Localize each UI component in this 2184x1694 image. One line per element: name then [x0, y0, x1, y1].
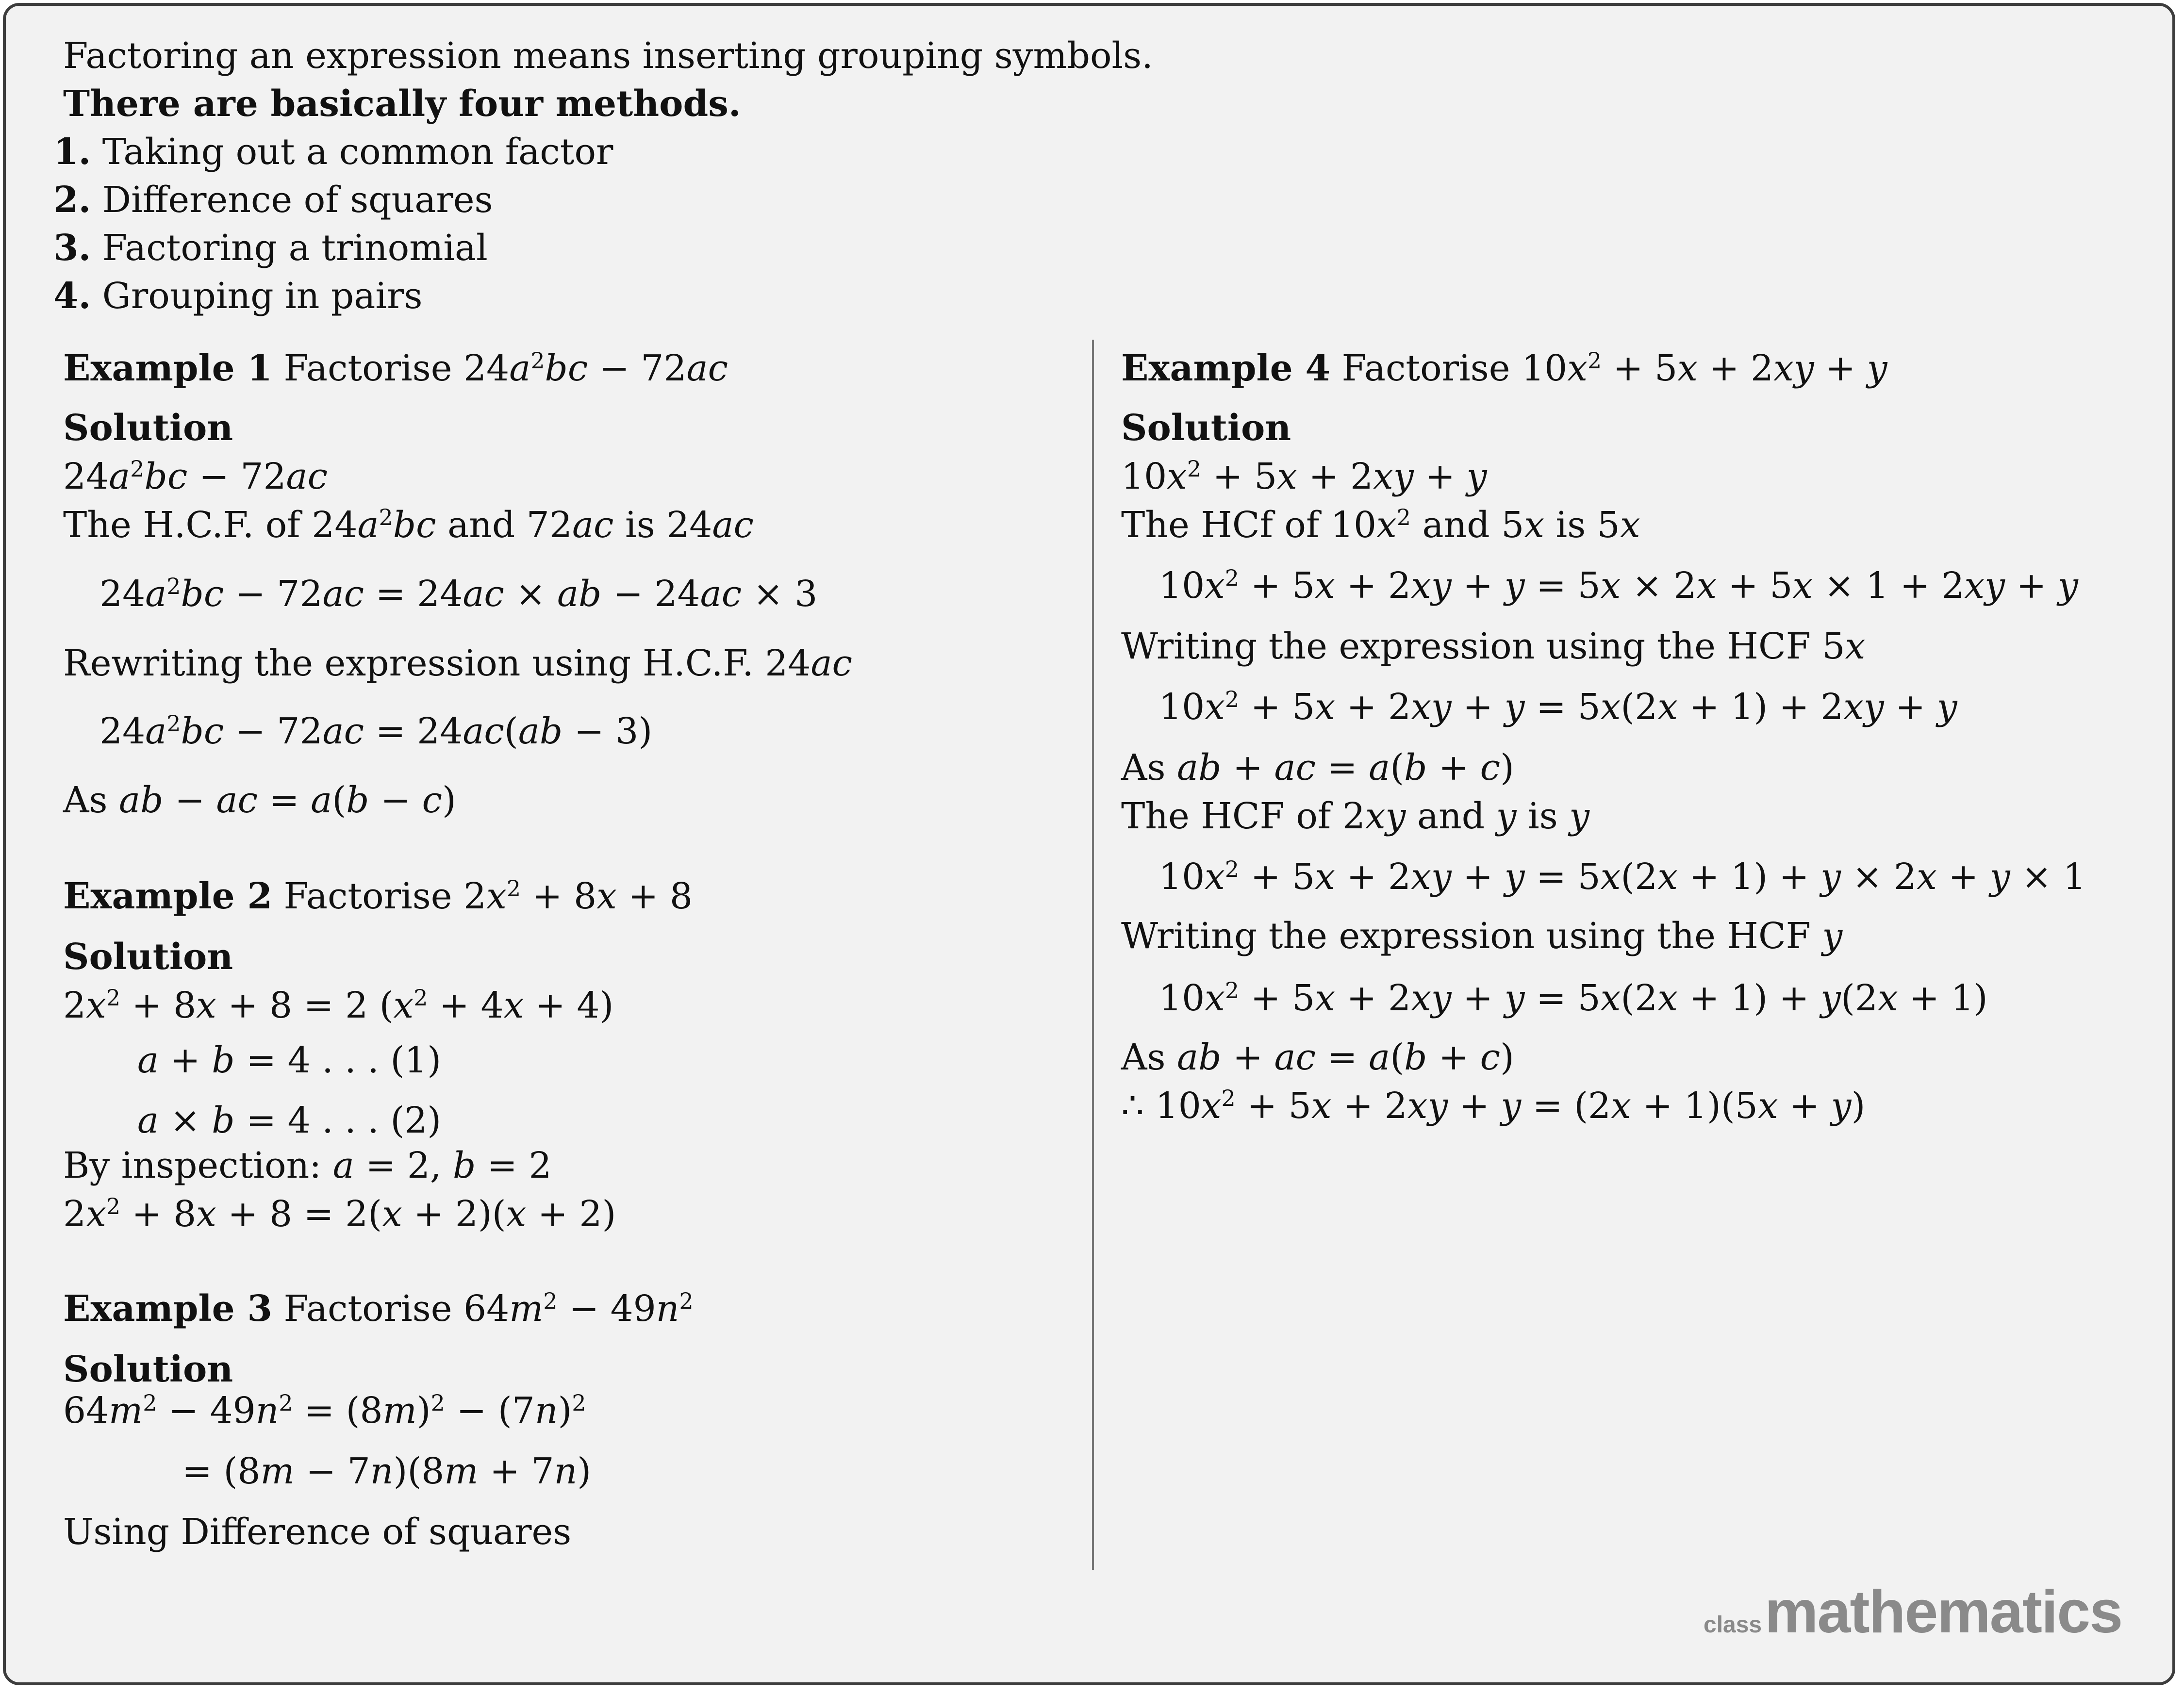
- therefore-symbol: ∴: [1121, 1085, 1144, 1127]
- example-label: Example 4: [1121, 347, 1330, 389]
- math-line: $10x^2 + 5x + 2xy + y = 5x \times 2x + 5x \times 1 + 2xy + y$: [1159, 564, 2078, 607]
- math-line: $2x^2 + 8x + 8 = 2(x + 2)(x + 2)$: [63, 1193, 616, 1235]
- math-expression: 24ac: [666, 504, 754, 546]
- text-fragment: The HCf of: [1121, 504, 1320, 546]
- text-fragment: The HCF of: [1121, 795, 1331, 837]
- math-line: $10x^2 + 5x + 2xy + y = 5x(2x + 1) + 2xy + y$: [1159, 686, 1957, 728]
- math-expression: ab + ac = a(b + c): [1176, 747, 1514, 789]
- method-number: 4.: [53, 275, 91, 317]
- brand-prefix: class: [1704, 1612, 1762, 1638]
- method-item: [53, 275, 423, 317]
- text-line: Using Difference of squares: [63, 1511, 572, 1553]
- text-line: [63, 642, 852, 684]
- math-line: $24a^2bc - 72ac = 24ac$ × ab − 24ac × 3: [99, 573, 818, 615]
- brand-name: mathematics: [1765, 1579, 2122, 1645]
- math-line: $2x^2 + 8x + 8 = 2$ $(x^2 + 4x + 4)$: [63, 984, 614, 1026]
- column-divider: [1092, 340, 1094, 1570]
- text-fragment: is: [625, 504, 655, 546]
- math-line: a + b = 4 . . . (1): [137, 1039, 442, 1081]
- text-line: [1121, 747, 1514, 789]
- method-text: Grouping in pairs: [102, 275, 423, 317]
- method-text: Difference of squares: [102, 179, 493, 221]
- math-expression: $10x^2 + 5x + 2xy + y$: [1522, 347, 1887, 389]
- solution-heading: Solution: [63, 936, 233, 978]
- solution-heading: Solution: [1121, 407, 1291, 449]
- math-expression: ab + ac = a(b + c): [1176, 1036, 1514, 1078]
- math-line: = (8m − 7n)(8m + 7n): [182, 1450, 592, 1492]
- math-expression: y: [1496, 795, 1517, 837]
- math-expression: $24a^2bc - 72ac$: [463, 347, 728, 389]
- method-number: 1.: [53, 131, 91, 173]
- text-fragment: and: [1422, 504, 1490, 546]
- example-label: Example 2: [63, 875, 272, 917]
- example-2-heading: [63, 875, 693, 917]
- example-label: Example 3: [63, 1288, 272, 1330]
- math-expression: a = 2, b = 2: [332, 1145, 552, 1186]
- text-line: [63, 1145, 552, 1186]
- solution-heading: Solution: [63, 1349, 233, 1390]
- math-expression: 24ac: [765, 642, 852, 684]
- factorise-text: Factorise: [283, 875, 452, 917]
- method-number: 2.: [53, 179, 91, 221]
- math-line: $24a^2bc - 72ac$: [63, 455, 328, 497]
- text-fragment: Writing the expression using the HCF: [1121, 625, 1811, 667]
- math-line: ∴ $10x^2 + 5x + 2xy + y = (2x + 1)(5x + y)$: [1121, 1085, 1866, 1127]
- text-line: [63, 779, 456, 821]
- method-item: [53, 131, 613, 173]
- text-fragment: As: [1121, 1036, 1166, 1078]
- example-label: Example 1: [63, 347, 272, 389]
- text-line: [1121, 915, 1843, 957]
- text-fragment: is: [1528, 795, 1558, 837]
- text-fragment: and: [1417, 795, 1485, 837]
- text-fragment: As: [63, 779, 108, 821]
- method-text: Factoring a trinomial: [102, 227, 488, 269]
- text-fragment: The H.C.F. of: [63, 504, 300, 546]
- text-line: [1121, 625, 1866, 667]
- math-line: $10x^2 + 5x + 2xy + y = 5x(2x + 1) + y(2x + 1)$: [1159, 977, 1988, 1019]
- text-line: [1121, 795, 1590, 837]
- math-expression: ab − ac = a(b − c): [118, 779, 456, 821]
- text-fragment: and: [447, 504, 515, 546]
- method-number: 3.: [53, 227, 91, 269]
- math-expression: $64m^2 - 49n^2$: [463, 1287, 694, 1330]
- math-expression: 72ac: [526, 504, 614, 546]
- method-item: [53, 179, 493, 221]
- math-expression: y: [1822, 915, 1843, 957]
- math-line: $10x^2 + 5x + 2xy + y = 5x(2x + 1) + y \times 2x + y \times 1$: [1159, 855, 2086, 898]
- math-expression: 5x: [1822, 625, 1866, 667]
- math-expression: $10x^2$: [1330, 504, 1411, 546]
- text-line: [1121, 1036, 1514, 1078]
- method-text: Taking out a common factor: [102, 131, 613, 173]
- math-line: a × b = 4 . . . (2): [137, 1100, 442, 1141]
- text-line: [1121, 504, 1640, 546]
- example-1-heading: [63, 347, 728, 389]
- text-fragment: As: [1121, 747, 1166, 789]
- intro-line-1: Factoring an expression means inserting grouping symbols.: [63, 35, 1153, 77]
- factorise-text: Factorise: [283, 347, 452, 389]
- math-expression: 5x: [1597, 504, 1640, 546]
- example-3-heading: [63, 1287, 694, 1330]
- text-fragment: Rewriting the expression using H.C.F.: [63, 642, 754, 684]
- text-fragment: is: [1555, 504, 1586, 546]
- intro-line-2: There are basically four methods.: [63, 83, 741, 125]
- math-line: $24a^2bc - 72ac = 24ac(ab - 3)$: [99, 710, 653, 752]
- brand-logo: [1704, 1579, 2122, 1645]
- math-expression: y: [1569, 795, 1590, 837]
- method-item: [53, 227, 488, 269]
- example-4-heading: [1121, 347, 1887, 389]
- solution-heading: Solution: [63, 407, 233, 449]
- math-expression: $2x^2 + 8x + 8$: [463, 875, 693, 917]
- text-line: [63, 504, 754, 546]
- math-expression: 2xy: [1342, 795, 1406, 837]
- math-expression: $24a^2bc$: [312, 504, 436, 546]
- math-line: $10x^2 + 5x + 2xy + y$: [1121, 455, 1487, 497]
- factorise-text: Factorise: [283, 1288, 452, 1330]
- text-fragment: By inspection:: [63, 1145, 322, 1186]
- factorise-text: Factorise: [1341, 347, 1510, 389]
- text-fragment: Writing the expression using the HCF: [1121, 915, 1811, 957]
- math-line: $64m^2 - 49n^2 = (8m)^2 - (7n)^2$: [63, 1389, 586, 1431]
- math-expression: 5x: [1501, 504, 1545, 546]
